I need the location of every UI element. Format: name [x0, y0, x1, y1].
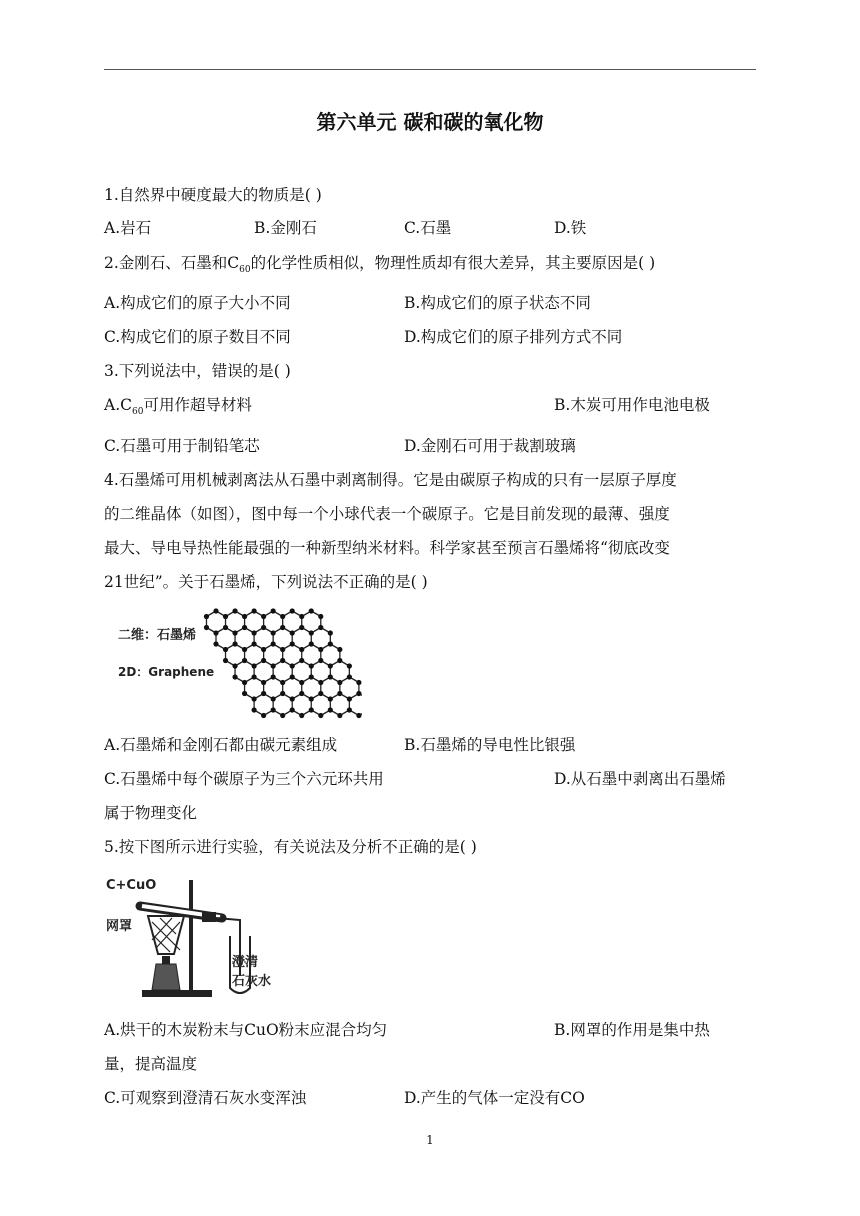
carbon-atom	[223, 614, 228, 619]
carbon-atom	[290, 630, 295, 635]
carbon-atom	[299, 691, 304, 696]
q3-stem: 3.下列说法中，错误的是( )	[104, 362, 291, 380]
carbon-atom	[261, 614, 266, 619]
carbon-atom	[309, 630, 314, 635]
carbon-atom	[213, 641, 218, 646]
carbon-atom	[347, 696, 352, 701]
carbon-atom	[271, 674, 276, 679]
carbon-atom	[290, 707, 295, 712]
q3-option-b: B.木炭可用作电池电极	[554, 396, 710, 414]
carbon-atom	[328, 663, 333, 668]
carbon-atom	[299, 625, 304, 630]
carbon-atom	[232, 630, 237, 635]
carbon-atom	[261, 647, 266, 652]
carbon-atom	[232, 641, 237, 646]
carbon-atom	[261, 691, 266, 696]
q3-a-prefix: A.	[104, 396, 121, 414]
carbon-atom	[309, 696, 314, 701]
carbon-atom	[252, 608, 257, 613]
mesh-label: 网罩	[106, 919, 133, 934]
carbon-atom	[328, 630, 333, 635]
stand-base	[142, 990, 212, 997]
q3-option-c: C.石墨可用于制铅笔芯	[104, 437, 260, 455]
q4-stem-line-4: 21世纪”。关于石墨烯，下列说法不正确的是( )	[104, 573, 428, 591]
carbon-atom	[252, 707, 257, 712]
q2-option-c: C.构成它们的原子数目不同	[104, 328, 291, 346]
q4-stem-line-3: 最大、导电导热性能最强的一种新型纳米材料。科学家甚至预言石墨烯将“彻底改变	[104, 539, 670, 557]
carbon-atom	[290, 608, 295, 613]
q2-option-a: A.构成它们的原子大小不同	[104, 294, 291, 312]
q5-option-d: D.产生的气体一定没有CO	[404, 1089, 585, 1107]
graphene-label-en: 2D：Graphene	[118, 665, 215, 679]
carbon-atom	[213, 608, 218, 613]
carbon-atom	[328, 674, 333, 679]
q3-option-d: D.金刚石可用于裁割玻璃	[404, 437, 576, 455]
carbon-atom	[337, 658, 342, 663]
header-rule	[104, 69, 756, 70]
lamp-wick	[162, 956, 170, 964]
carbon-atom	[299, 647, 304, 652]
q4-option-d-continued: 属于物理变化	[104, 804, 198, 822]
q2-stem-pre: 2.金刚石、石墨和	[104, 254, 228, 272]
carbon-atom	[204, 625, 209, 630]
q4-option-c: C.石墨烯中每个碳原子为三个六元环共用	[104, 770, 384, 788]
c60-subscript: 60	[239, 265, 251, 275]
carbon-atom	[328, 707, 333, 712]
graphene-label-cn: 二维：石墨烯	[118, 628, 197, 643]
q5-stem: 5.按下图所示进行实验，有关说法及分析不正确的是( )	[104, 838, 477, 856]
c60-symbol: C	[120, 396, 132, 414]
carbon-atom	[309, 608, 314, 613]
carbon-atom	[318, 691, 323, 696]
carbon-atom	[271, 696, 276, 701]
carbon-atom	[347, 707, 352, 712]
carbon-atom	[309, 707, 314, 712]
carbon-atom	[309, 641, 314, 646]
q4-option-b: B.石墨烯的导电性比银强	[404, 736, 576, 754]
carbon-atom	[280, 647, 285, 652]
q3-option-a	[104, 395, 252, 422]
carbon-atom	[309, 674, 314, 679]
carbon-atom	[318, 614, 323, 619]
carbon-atom	[261, 658, 266, 663]
carbon-atom	[299, 713, 304, 718]
carbon-atom	[318, 625, 323, 630]
carbon-atom	[280, 625, 285, 630]
q2-stem-post: 的化学性质相似，物理性质却有很大差异，其主要原因是( )	[250, 254, 656, 272]
carbon-atom	[242, 614, 247, 619]
limewater-label-2: 石灰水	[232, 974, 272, 989]
carbon-atom	[318, 713, 323, 718]
carbon-atom	[242, 658, 247, 663]
q4-option-d: D.从石墨中剥离出石墨烯	[554, 770, 726, 788]
c60-subscript: 60	[132, 407, 144, 417]
carbon-atom	[261, 625, 266, 630]
carbon-atom	[299, 658, 304, 663]
carbon-atom	[242, 691, 247, 696]
carbon-atom	[356, 680, 361, 685]
carbon-atom	[271, 630, 276, 635]
carbon-atom	[356, 691, 361, 696]
carbon-atom	[223, 647, 228, 652]
carbon-atom	[280, 713, 285, 718]
q5-option-b: B.网罩的作用是集中热	[554, 1021, 710, 1039]
carbon-atom	[337, 647, 342, 652]
carbon-atom	[261, 680, 266, 685]
q5-option-b-continued: 量，提高温度	[104, 1055, 198, 1073]
carbon-atom	[271, 707, 276, 712]
q4-stem-line-2: 的二维晶体（如图），图中每一个小球代表一个碳原子。它是目前发现的最薄、强度	[104, 505, 670, 523]
carbon-atom	[347, 674, 352, 679]
q4-stem-line-1: 4.石墨烯可用机械剥离法从石墨中剥离制得。它是由碳原子构成的只有一层原子厚度	[104, 471, 677, 489]
c60-symbol: C	[227, 254, 240, 272]
graphene-lattice	[204, 608, 362, 718]
carbon-atom	[252, 630, 257, 635]
carbon-atom	[232, 674, 237, 679]
carbon-atom	[252, 641, 257, 646]
q1-option-c: C.石墨	[404, 219, 452, 237]
carbon-atom	[271, 608, 276, 613]
carbon-atom	[271, 663, 276, 668]
carbon-atom	[318, 658, 323, 663]
reactant-label: C+CuO	[106, 878, 157, 893]
carbon-atom	[337, 713, 342, 718]
carbon-atom	[242, 625, 247, 630]
carbon-atom	[252, 663, 257, 668]
page-title: 第六单元 碳和碳的氧化物	[316, 110, 544, 134]
carbon-atom	[213, 630, 218, 635]
carbon-atom	[356, 713, 361, 718]
carbon-atom	[299, 680, 304, 685]
carbon-atom	[232, 663, 237, 668]
q5-option-c: C.可观察到澄清石灰水变浑浊	[104, 1089, 307, 1107]
apparatus-figure	[104, 872, 304, 1004]
carbon-atom	[290, 663, 295, 668]
carbon-atom	[223, 658, 228, 663]
q1-option-b: B.金刚石	[254, 219, 317, 237]
q5-option-a: A.烘干的木炭粉末与CuO粉末应混合均匀	[104, 1021, 388, 1039]
carbon-atom	[280, 691, 285, 696]
q1-option-d: D.铁	[554, 219, 587, 237]
q4-option-a: A.石墨烯和金刚石都由碳元素组成	[104, 736, 338, 754]
carbon-atom	[232, 608, 237, 613]
carbon-atom	[328, 696, 333, 701]
carbon-atom	[290, 696, 295, 701]
carbon-atom	[252, 674, 257, 679]
stand-rod	[189, 880, 193, 992]
alcohol-lamp	[152, 964, 180, 990]
carbon-atom	[337, 680, 342, 685]
carbon-atom	[290, 674, 295, 679]
carbon-atom	[204, 614, 209, 619]
carbon-atom	[347, 663, 352, 668]
q1-option-a: A.岩石	[104, 219, 152, 237]
q2-option-b: B.构成它们的原子状态不同	[404, 294, 591, 312]
stopper	[202, 912, 216, 922]
q2-option-d: D.构成它们的原子排列方式不同	[404, 328, 623, 346]
carbon-atom	[337, 691, 342, 696]
carbon-atom	[280, 658, 285, 663]
q2-stem	[104, 253, 655, 280]
carbon-atom	[318, 680, 323, 685]
carbon-atom	[280, 614, 285, 619]
carbon-atom	[280, 680, 285, 685]
carbon-atom	[328, 641, 333, 646]
limewater-label-1: 澄清	[232, 955, 259, 970]
carbon-atom	[223, 625, 228, 630]
carbon-atom	[242, 647, 247, 652]
carbon-atom	[318, 647, 323, 652]
carbon-atom	[261, 713, 266, 718]
carbon-atom	[309, 663, 314, 668]
carbon-atom	[299, 614, 304, 619]
q1-stem: 1.自然界中硬度最大的物质是( )	[104, 186, 322, 204]
page-number: 1	[426, 1133, 434, 1147]
q3-a-text: 可用作超导材料	[143, 396, 252, 414]
graphene-figure	[112, 608, 362, 720]
carbon-atom	[242, 680, 247, 685]
carbon-atom	[290, 641, 295, 646]
carbon-atom	[271, 641, 276, 646]
carbon-atom	[252, 696, 257, 701]
